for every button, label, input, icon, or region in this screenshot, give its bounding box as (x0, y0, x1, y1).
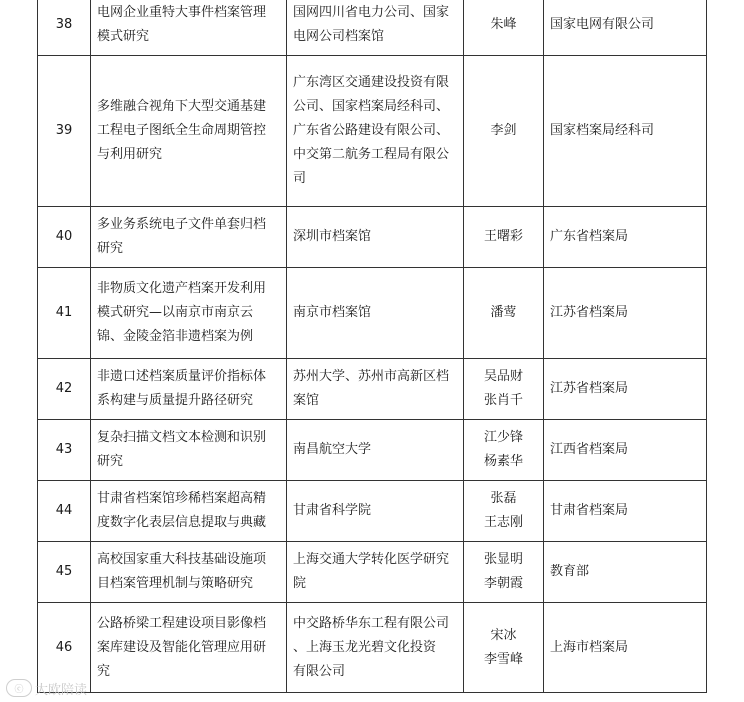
project-table (37, 0, 707, 693)
project-leader-name: 王曙彩 (483, 229, 523, 244)
project-title-line: 非物质文化遗产档案开发利用 (97, 281, 267, 296)
recommending-unit-cell (544, 359, 707, 420)
project-title-line: 非遗口述档案质量评价指标体 (97, 369, 267, 384)
undertaking-unit-cell (287, 56, 464, 207)
watermark-text: 大欧陪读 (35, 682, 88, 698)
recommending-unit: 甘肃省档案局 (550, 503, 629, 518)
project-leader-name: 江少锋 (483, 430, 523, 445)
project-title-cell (91, 207, 287, 268)
undertaking-unit-line: 有限公司 (293, 663, 346, 679)
project-title-cell (91, 481, 287, 542)
recommending-unit-cell (544, 420, 707, 481)
undertaking-unit-line: 电网公司档案馆 (293, 29, 385, 44)
project-leader-cell (464, 420, 544, 481)
undertaking-unit-cell (287, 359, 464, 420)
undertaking-unit-cell (287, 420, 464, 481)
project-leader-cell (464, 481, 544, 542)
row-number-cell (38, 359, 91, 420)
undertaking-unit-line: 中交路桥华东工程有限公司 (293, 615, 450, 631)
project-leader-cell (464, 359, 544, 420)
project-leader-name: 李雪峰 (483, 651, 523, 667)
recommending-unit: 国家档案局经科司 (550, 123, 655, 138)
undertaking-unit-line: 案馆 (293, 393, 320, 408)
row-number-cell (38, 268, 91, 359)
row-number: 40 (55, 229, 73, 244)
row-number: 45 (55, 564, 73, 579)
row-number: 42 (55, 381, 73, 396)
undertaking-unit-line: 上海交通大学转化医学研究 (293, 552, 450, 567)
project-title-line: 案库建设及智能化管理应用研 (97, 639, 267, 655)
project-title-line: 模式研究 (97, 29, 150, 44)
recommending-unit: 教育部 (550, 564, 590, 579)
table-row (38, 542, 707, 603)
table-row (38, 0, 707, 56)
row-number-cell (38, 542, 91, 603)
project-leader-name: 杨素华 (483, 454, 523, 469)
row-number-cell (38, 0, 91, 56)
project-leader-name: 李朝霞 (483, 576, 523, 591)
project-title-line: 研究 (97, 241, 124, 256)
project-title-cell (91, 56, 287, 207)
undertaking-unit-line: 南京市档案馆 (293, 305, 372, 320)
project-title-line: 目档案管理机制与策略研究 (97, 576, 254, 591)
undertaking-unit-cell (287, 542, 464, 603)
undertaking-unit-line: 深圳市档案馆 (293, 229, 372, 244)
project-title-cell (91, 359, 287, 420)
project-title-line: 锦、金陵金箔非遗档案为例 (97, 329, 254, 344)
project-title-line: 度数字化表层信息提取与典藏 (97, 515, 267, 530)
undertaking-unit-line: 公司、国家档案局经科司、 (293, 99, 450, 114)
project-title-line: 电网企业重特大事件档案管理 (97, 5, 267, 20)
recommending-unit-cell (544, 603, 707, 693)
project-leader-name: 张肖千 (483, 393, 523, 408)
recommending-unit-cell (544, 0, 707, 56)
project-leader-name: 张磊 (490, 491, 517, 506)
recommending-unit: 江苏省档案局 (550, 381, 629, 396)
project-leader-name: 王志刚 (483, 515, 523, 530)
project-title-cell (91, 603, 287, 693)
project-title-line: 与利用研究 (97, 147, 163, 162)
project-title-line: 公路桥梁工程建设项目影像档 (97, 615, 267, 631)
recommending-unit: 江西省档案局 (550, 442, 629, 457)
table-row (38, 481, 707, 542)
project-leader-cell (464, 542, 544, 603)
recommending-unit-cell (544, 481, 707, 542)
row-number: 41 (55, 305, 73, 320)
undertaking-unit-cell (287, 0, 464, 56)
undertaking-unit-cell (287, 207, 464, 268)
project-title-line: 甘肃省档案馆珍稀档案超高精 (97, 491, 267, 506)
undertaking-unit-line: 广东省公路建设有限公司、 (293, 123, 450, 138)
project-leader-name: 朱峰 (490, 17, 517, 32)
project-title-line: 工程电子图纸全生命周期管控 (97, 123, 267, 138)
row-number-cell (38, 481, 91, 542)
table-row (38, 359, 707, 420)
project-leader-cell (464, 268, 544, 359)
undertaking-unit-cell (287, 481, 464, 542)
undertaking-unit-cell (287, 268, 464, 359)
undertaking-unit-cell (287, 603, 464, 693)
watermark (6, 678, 87, 698)
table-row (38, 420, 707, 481)
project-title-line: 多维融合视角下大型交通基建 (97, 99, 267, 114)
undertaking-unit-line: 国网四川省电力公司、国家 (293, 5, 450, 20)
project-leader-name: 张显明 (483, 552, 523, 567)
recommending-unit-cell (544, 56, 707, 207)
recommending-unit: 上海市档案局 (550, 639, 629, 655)
undertaking-unit-line: 中交第二航务工程局有限公 (293, 147, 450, 162)
project-leader-name: 潘莺 (490, 305, 517, 320)
row-number: 38 (55, 17, 73, 32)
project-title-cell (91, 420, 287, 481)
project-title-cell (91, 542, 287, 603)
project-title-line: 复杂扫描文档文本检测和识别 (97, 430, 267, 445)
undertaking-unit-line: 、上海玉龙光碧文化投资 (293, 639, 437, 655)
project-leader-cell (464, 0, 544, 56)
undertaking-unit-line: 南昌航空大学 (293, 442, 372, 457)
row-number: 43 (55, 442, 73, 457)
project-title-cell (91, 0, 287, 56)
recommending-unit-cell (544, 268, 707, 359)
project-title-line: 多业务系统电子文件单套归档 (97, 217, 267, 232)
table-row (38, 603, 707, 693)
project-title-line: 高校国家重大科技基础设施项 (97, 552, 267, 567)
row-number: 44 (55, 503, 73, 518)
project-leader-name: 李剑 (490, 123, 517, 138)
row-number: 46 (55, 639, 73, 655)
undertaking-unit-line: 司 (293, 171, 307, 186)
recommending-unit: 国家电网有限公司 (550, 17, 655, 32)
project-leader-name: 吴品财 (483, 369, 523, 384)
table-row (38, 207, 707, 268)
table-row (38, 268, 707, 359)
recommending-unit: 广东省档案局 (550, 229, 629, 244)
project-title-line: 模式研究—以南京市南京云 (97, 305, 254, 320)
undertaking-unit-line: 苏州大学、苏州市高新区档 (293, 369, 450, 384)
row-number-cell (38, 56, 91, 207)
project-title-line: 系构建与质量提升路径研究 (97, 393, 254, 408)
undertaking-unit-line: 广东湾区交通建设投资有限 (293, 75, 450, 90)
table-row (38, 56, 707, 207)
row-number-cell (38, 420, 91, 481)
project-leader-cell (464, 207, 544, 268)
watermark-logo-icon: ⓒ (6, 679, 32, 697)
project-title-line: 究 (97, 663, 111, 679)
row-number-cell (38, 207, 91, 268)
project-title-line: 研究 (97, 454, 124, 469)
row-number: 39 (55, 123, 73, 138)
project-leader-cell (464, 56, 544, 207)
undertaking-unit-line: 甘肃省科学院 (293, 503, 372, 518)
project-leader-cell (464, 603, 544, 693)
recommending-unit: 江苏省档案局 (550, 305, 629, 320)
recommending-unit-cell (544, 542, 707, 603)
recommending-unit-cell (544, 207, 707, 268)
project-leader-name: 宋冰 (490, 627, 517, 643)
project-title-cell (91, 268, 287, 359)
undertaking-unit-line: 院 (293, 576, 307, 591)
